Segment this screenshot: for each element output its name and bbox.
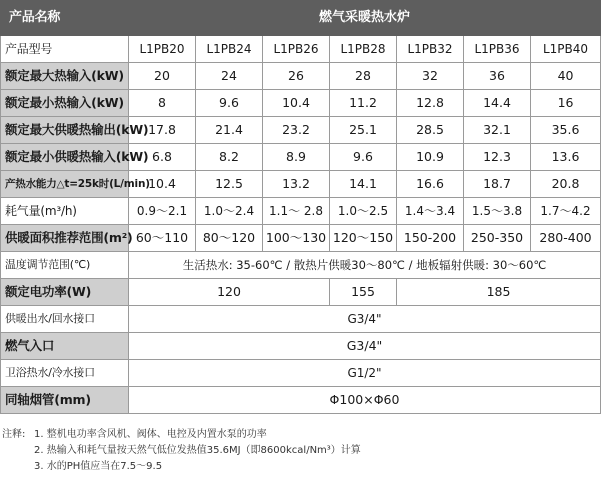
value-cell: 9.6 xyxy=(330,144,397,171)
water-connection-value: G1/2" xyxy=(129,360,601,387)
value-cell: 100～130 xyxy=(263,225,330,252)
row-label: 额定最大热输入(kW) xyxy=(1,63,129,90)
header-row xyxy=(1,1,601,36)
value-cell: 32.1 xyxy=(464,117,531,144)
value-cell: 10.9 xyxy=(397,144,464,171)
row-label: 燃气入口 xyxy=(1,333,129,360)
value-cell: 11.2 xyxy=(330,90,397,117)
row-label: 卫浴热水/冷水接口 xyxy=(1,360,129,387)
value-cell: 16 xyxy=(531,90,601,117)
header-label: 产品名称 xyxy=(1,1,129,36)
model-row xyxy=(1,36,601,63)
value-cell: 35.6 xyxy=(531,117,601,144)
model-cell: L1PB40 xyxy=(531,36,601,63)
model-cell: L1PB32 xyxy=(397,36,464,63)
value-cell: 14.1 xyxy=(330,171,397,198)
value-cell: 20.8 xyxy=(531,171,601,198)
temperature-range-value: 生活热水: 35-60℃ / 散热片供暖30～80℃ / 地板辐射供暖: 30～60℃ xyxy=(129,252,601,279)
value-cell: 13.6 xyxy=(531,144,601,171)
value-cell: 18.7 xyxy=(464,171,531,198)
notes-prefix: 注释: xyxy=(2,429,26,440)
notes-block xyxy=(2,427,598,475)
row-label: 供暖面积推荐范围(m²) xyxy=(1,225,129,252)
water-connection-row xyxy=(1,360,601,387)
row-label: 额定电功率(W) xyxy=(1,279,129,306)
power-value: 120 xyxy=(129,279,330,306)
value-cell: 23.2 xyxy=(263,117,330,144)
value-cell: 16.6 xyxy=(397,171,464,198)
heating-area-row xyxy=(1,225,601,252)
value-cell: 20 xyxy=(129,63,196,90)
product-name: 燃气采暖热水炉 xyxy=(129,1,601,36)
value-cell: 25.1 xyxy=(330,117,397,144)
model-cell: L1PB20 xyxy=(129,36,196,63)
note-text: 2. 热输入和耗气量按天然气低位发热值35.6MJ（即8600kcal/Nm³）计算 xyxy=(34,445,361,456)
row-label: 耗气量(m³/h) xyxy=(1,198,129,225)
rated-power-row xyxy=(1,279,601,306)
value-cell: 1.0～2.4 xyxy=(196,198,263,225)
value-cell: 8.2 xyxy=(196,144,263,171)
value-cell: 8 xyxy=(129,90,196,117)
value-cell: 120～150 xyxy=(330,225,397,252)
value-cell: 21.4 xyxy=(196,117,263,144)
value-cell: 12.5 xyxy=(196,171,263,198)
value-cell: 10.4 xyxy=(263,90,330,117)
row-label: 温度调节范围(℃) xyxy=(1,252,129,279)
value-cell: 26 xyxy=(263,63,330,90)
temperature-range-row xyxy=(1,252,601,279)
value-cell: 12.8 xyxy=(397,90,464,117)
value-cell: 60～110 xyxy=(129,225,196,252)
gas-consumption-row xyxy=(1,198,601,225)
value-cell: 280-400 xyxy=(531,225,601,252)
row-label: 额定最大供暖热输出(kW) xyxy=(1,117,129,144)
value-cell: 10.4 xyxy=(129,171,196,198)
value-cell: 0.9～2.1 xyxy=(129,198,196,225)
row-label: 同轴烟管(mm) xyxy=(1,387,129,414)
value-cell: 1.0～2.5 xyxy=(330,198,397,225)
value-cell: 12.3 xyxy=(464,144,531,171)
value-cell: 6.8 xyxy=(129,144,196,171)
model-cell: L1PB24 xyxy=(196,36,263,63)
value-cell: 32 xyxy=(397,63,464,90)
note-item xyxy=(2,459,598,475)
row-label: 产热水能力△t=25k时(L/min) xyxy=(1,171,129,198)
value-cell: 250-350 xyxy=(464,225,531,252)
value-cell: 17.8 xyxy=(129,117,196,144)
flue-pipe-value: Φ100×Φ60 xyxy=(129,387,601,414)
note-item xyxy=(2,427,598,443)
value-cell: 13.2 xyxy=(263,171,330,198)
gas-inlet-row xyxy=(1,333,601,360)
power-value: 155 xyxy=(330,279,397,306)
heating-connection-row xyxy=(1,306,601,333)
max-heat-input-row xyxy=(1,63,601,90)
hot-water-capacity-row xyxy=(1,171,601,198)
value-cell: 8.9 xyxy=(263,144,330,171)
value-cell: 1.4～3.4 xyxy=(397,198,464,225)
value-cell: 150-200 xyxy=(397,225,464,252)
note-text: 3. 水的PH值应当在7.5～9.5 xyxy=(34,461,163,472)
value-cell: 36 xyxy=(464,63,531,90)
value-cell: 1.1～ 2.8 xyxy=(263,198,330,225)
model-label: 产品型号 xyxy=(1,36,129,63)
value-cell: 24 xyxy=(196,63,263,90)
row-label: 供暖出水/回水接口 xyxy=(1,306,129,333)
value-cell: 14.4 xyxy=(464,90,531,117)
value-cell: 1.7～4.2 xyxy=(531,198,601,225)
row-label: 额定最小供暖热输入(kW) xyxy=(1,144,129,171)
model-cell: L1PB26 xyxy=(263,36,330,63)
value-cell: 28 xyxy=(330,63,397,90)
model-cell: L1PB28 xyxy=(330,36,397,63)
min-heating-input-row xyxy=(1,144,601,171)
value-cell: 40 xyxy=(531,63,601,90)
value-cell: 80～120 xyxy=(196,225,263,252)
flue-pipe-row xyxy=(1,387,601,414)
value-cell: 9.6 xyxy=(196,90,263,117)
row-label: 额定最小热输入(kW) xyxy=(1,90,129,117)
value-cell: 1.5～3.8 xyxy=(464,198,531,225)
note-item xyxy=(2,443,598,459)
model-cell: L1PB36 xyxy=(464,36,531,63)
gas-inlet-value: G3/4" xyxy=(129,333,601,360)
min-heat-input-row xyxy=(1,90,601,117)
heating-connection-value: G3/4" xyxy=(129,306,601,333)
max-heating-output-row xyxy=(1,117,601,144)
power-value: 185 xyxy=(397,279,601,306)
value-cell: 28.5 xyxy=(397,117,464,144)
note-text: 1. 整机电功率含风机、阀体、电控及内置水泵的功率 xyxy=(34,429,267,440)
